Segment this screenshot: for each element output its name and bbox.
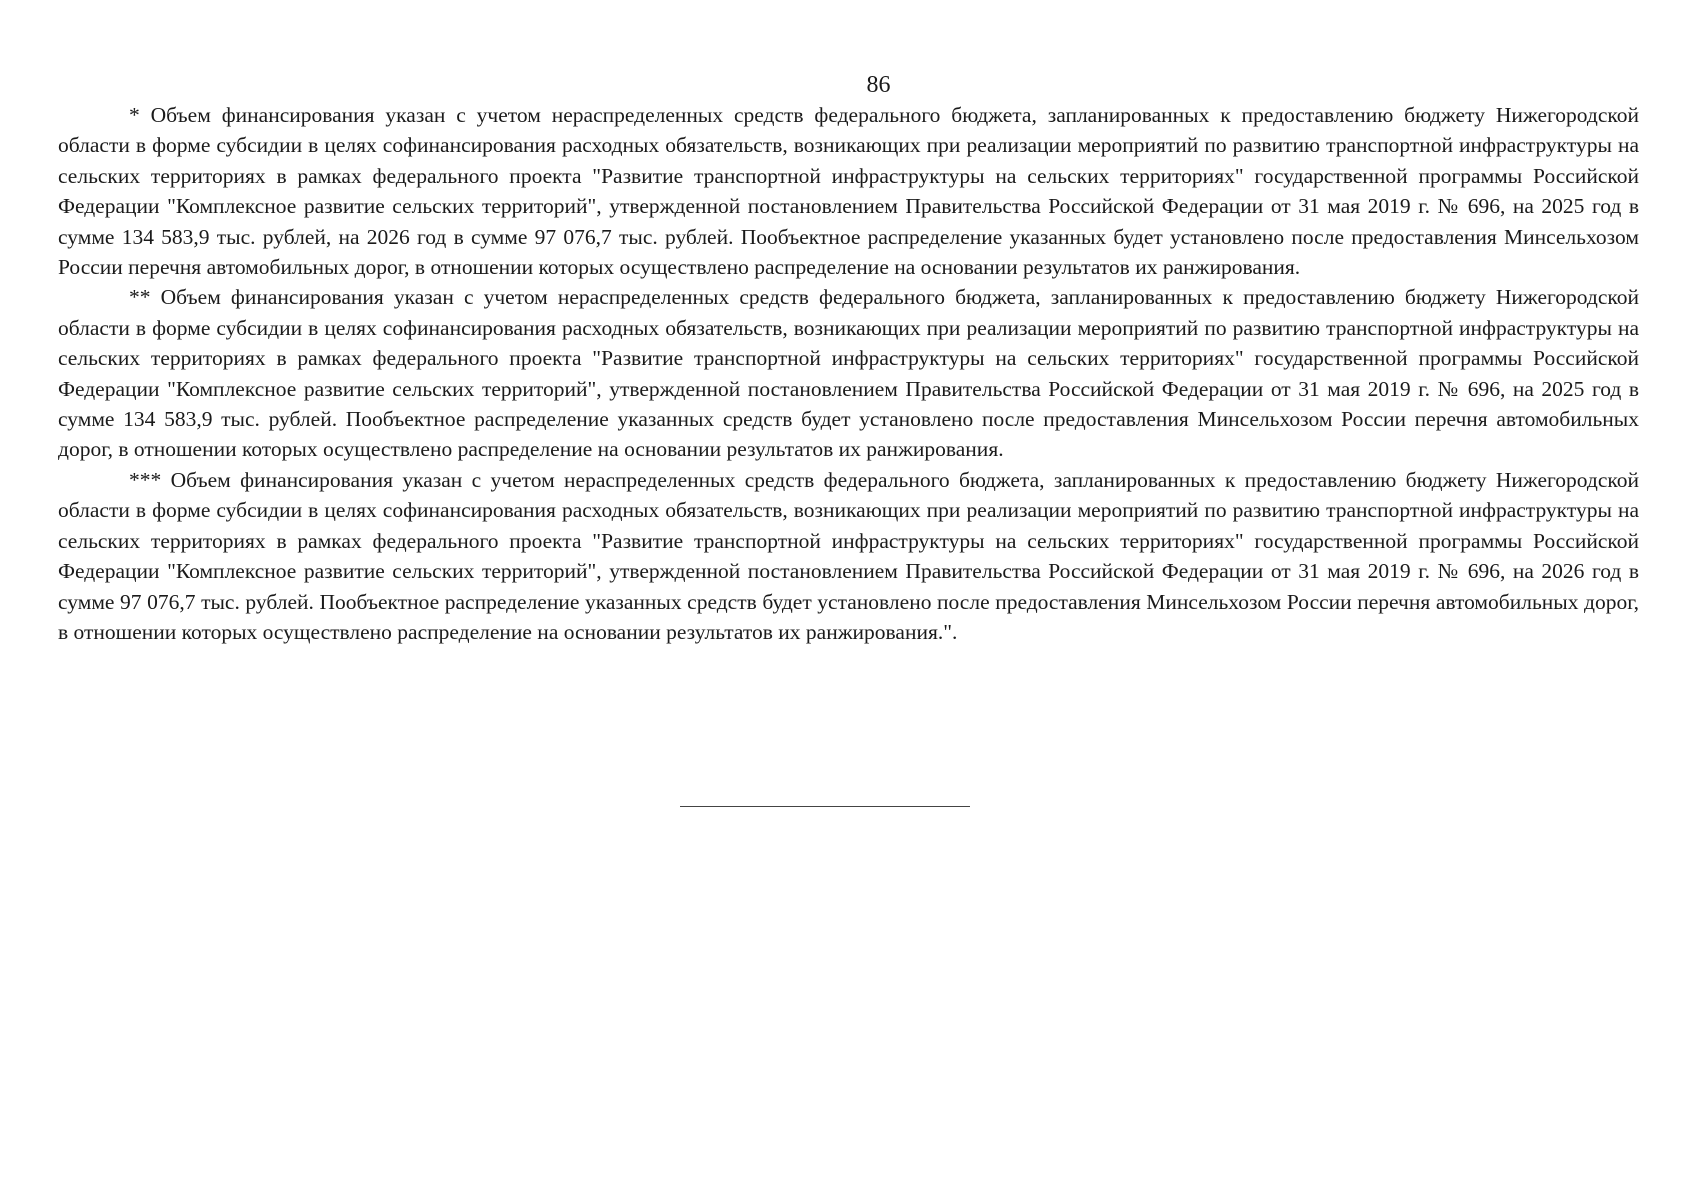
footnote-1: * Объем финансирования указан с учетом нераспределенных средств федерального бюджета, запланированных к предоставлению бюджету Нижегородской области в форме субсидии в целях софинансирования расходных обязательств, возникающих при реализации мероприятий по развитию транспортной инфраструктуры на сельских территориях в рамках федерального проекта "Развитие транспортной инфраструктуры на сельских территориях" государственной программы Российской Федерации "Комплексное развитие сельских территорий", утвержденной постановлением Правительства Российской Федерации от 31 мая 2019 г. № 696, на 2025 год в сумме 134 583,9 тыс. рублей, на 2026 год в сумме 97 076,7 тыс. рублей. Пообъектное распределение указанных будет установлено после предоставления Минсельхозом России перечня автомобильных дорог, в отношении которых осуществлено распределение на основании результатов их ранжирования. — [58, 103, 1639, 280]
end-of-document-rule — [680, 806, 970, 807]
footnote-3: *** Объем финансирования указан с учетом нераспределенных средств федерального бюджета, запланированных к предоставлению бюджету Нижегородской области в форме субсидии в целях софинансирования расходных обязательств, возникающих при реализации мероприятий по развитию транспортной инфраструктуры на сельских территориях в рамках федерального проекта "Развитие транспортной инфраструктуры на сельских территориях" государственной программы Российской Федерации "Комплексное развитие сельских территорий", утвержденной постановлением Правительства Российской Федерации от 31 мая 2019 г. № 696, на 2026 год в сумме 97 076,7 тыс. рублей. Пообъектное распределение указанных средств будет установлено после предоставления Минсельхозом России перечня автомобильных дорог, в отношении которых осуществлено распределение на основании результатов их ранжирования.". — [58, 467, 1639, 644]
page-number: 86 — [866, 72, 891, 98]
document-page — [58, 70, 1639, 647]
footnote-2: ** Объем финансирования указан с учетом нераспределенных средств федерального бюджета, запланированных к предоставлению бюджету Нижегородской области в форме субсидии в целях софинансирования расходных обязательств, возникающих при реализации мероприятий по развитию транспортной инфраструктуры на сельских территориях в рамках федерального проекта "Развитие транспортной инфраструктуры на сельских территориях" государственной программы Российской Федерации "Комплексное развитие сельских территорий", утвержденной постановлением Правительства Российской Федерации от 31 мая 2019 г. № 696, на 2025 год в сумме 134 583,9 тыс. рублей. Пообъектное распределение указанных средств будет установлено после предоставления Минсельхозом России перечня автомобильных дорог, в отношении которых осуществлено распределение на основании результатов их ранжирования. — [58, 285, 1639, 462]
